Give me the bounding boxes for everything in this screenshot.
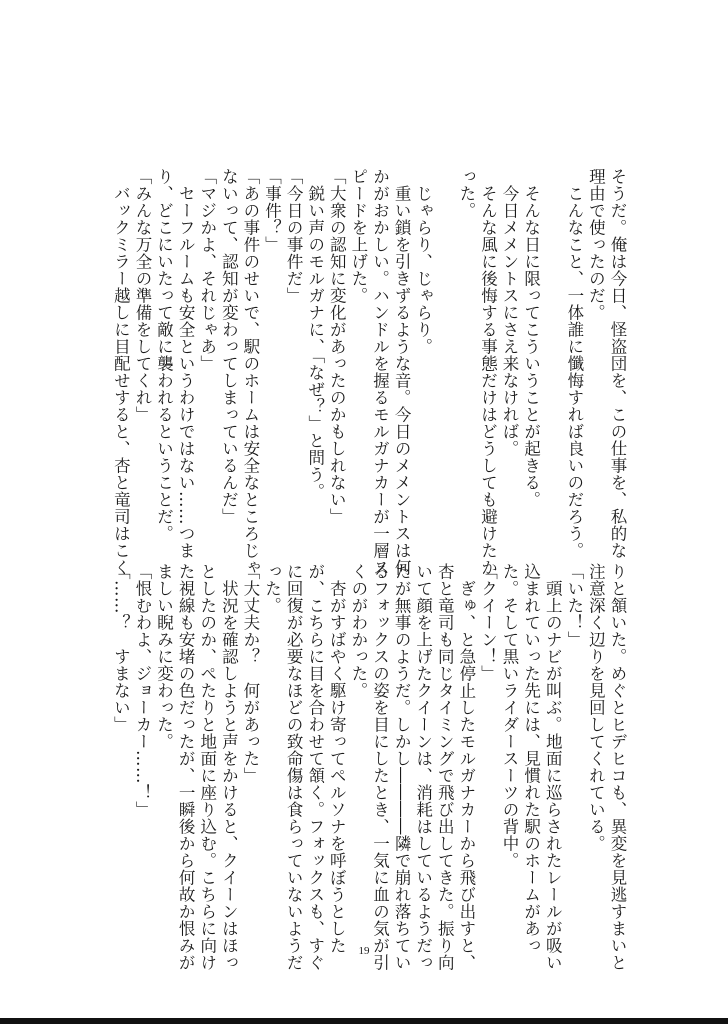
text-line: った。 (262, 563, 282, 614)
text-line: いて顔を上げたクイーンは、消耗はしているようだっ (413, 563, 433, 971)
text-line: った。 (456, 168, 476, 219)
text-line: り、どこにいたって敵に襲われるということだ。 (154, 168, 174, 542)
text-line: としたのか、ぺたりと地面に座り込む。こちらに向け (197, 563, 217, 971)
text-line: そうだ。俺は今日、怪盗団を、この仕事を、私的な (608, 168, 627, 559)
text-line: 注意深く辺りを見回してくれている。 (586, 563, 606, 852)
text-line: ましい睨みに変わった。 (154, 563, 174, 750)
text-line: たが無事のようだ。しかし――――隣で崩れ落ちてい (392, 563, 412, 971)
text-line: が、こちらに目を合わせて頷く。フォックスも、すぐ (305, 563, 325, 971)
text-line (542, 168, 564, 540)
text-line: 「事件？」 (262, 168, 282, 253)
text-line: じゃらり、じゃらり。 (413, 168, 433, 355)
text-line: 今日メメントスにさえ来なければ。 (500, 168, 520, 457)
text-line: 「あの事件のせいで、駅のホームは安全なところじゃ (240, 168, 260, 576)
text-line: 「恨むわよ、ジョーカー……！」 (132, 563, 152, 818)
text-line: 鋭い声のモルガナに、「なぜ？」と問う。 (305, 168, 325, 500)
text-line: 「……？ すまない」 (111, 563, 131, 733)
text-line: た。そして黒いライダースーツの背中。 (500, 563, 520, 869)
text-line: こんなこと、一体誰に懺悔すれば良いのだろう。 (564, 168, 584, 559)
text-line: そんな風に後悔する事態だけはどうしても避けたか (478, 168, 498, 576)
text-line: た視線も安堵の色だったが、一瞬後から何故か恨みが (176, 563, 196, 971)
text-line: ピードを上げた。 (348, 168, 368, 304)
text-line: かがおかしい。ハンドルを握るモルガナカーが一層ス (370, 168, 390, 576)
text-line: 「大丈夫か？ 何があった」 (240, 563, 260, 784)
text-line: 「大衆の認知に変化があったのかもしれない」 (327, 168, 347, 525)
text-line: 理由で使ったのだ。 (586, 168, 606, 321)
text-line: 杏と竜司も同じタイミングで飛び出してきた。振り向 (435, 563, 455, 971)
text-line: るフォックスの姿を目にしたとき、一気に血の気が引 (370, 563, 390, 971)
text-line: りと頷いた。めぐとヒデヒコも、異変を見逃すまいと (608, 563, 627, 971)
text-line: 「みんな万全の準備をしてくれ」 (132, 168, 152, 423)
text-line: 込まれていった先には、見慣れた駅のホームがあっ (521, 563, 541, 954)
bottom-rule (0, 1018, 728, 1024)
text-line: くのがわかった。 (348, 563, 368, 699)
text-line: バックミラー越しに目配せすると、杏と竜司はこく (111, 168, 131, 576)
text-line (434, 168, 456, 540)
text-line: 状況を確認しようと声をかけると、クイーンはほっ (219, 563, 239, 971)
text-line: 杏がすばやく駆け寄ってペルソナを呼ぼうとした (327, 563, 347, 954)
text-line: 重い鎖を引きずるような音。今日のメメントスは何 (392, 168, 412, 576)
text-line: ぎゅ、と急停止したモルガナカーから飛び出すと、 (456, 563, 476, 971)
text-line: 「いた！」 (564, 563, 584, 648)
text-line: に回復が必要なほどの致命傷は食らっていないようだ (284, 563, 304, 971)
text-line: そんな日に限ってこういうことが起きる。 (521, 168, 541, 508)
text-line: 「マジかよ、それじゃあ」 (197, 168, 217, 372)
text-line: 「今日の事件だ」 (284, 168, 304, 304)
text-line: 頭上のナビが叫ぶ。地面に巡らされたレールが吸い (543, 563, 563, 971)
upper-text-block (110, 168, 628, 576)
text-line: 「クイーン！」 (478, 563, 498, 682)
text-line: セーフルームも安全というわけではない……つま (176, 168, 196, 559)
page-number: 19 (358, 945, 370, 957)
text-line: ないって、認知が変わってしまっているんだ」 (219, 168, 239, 525)
